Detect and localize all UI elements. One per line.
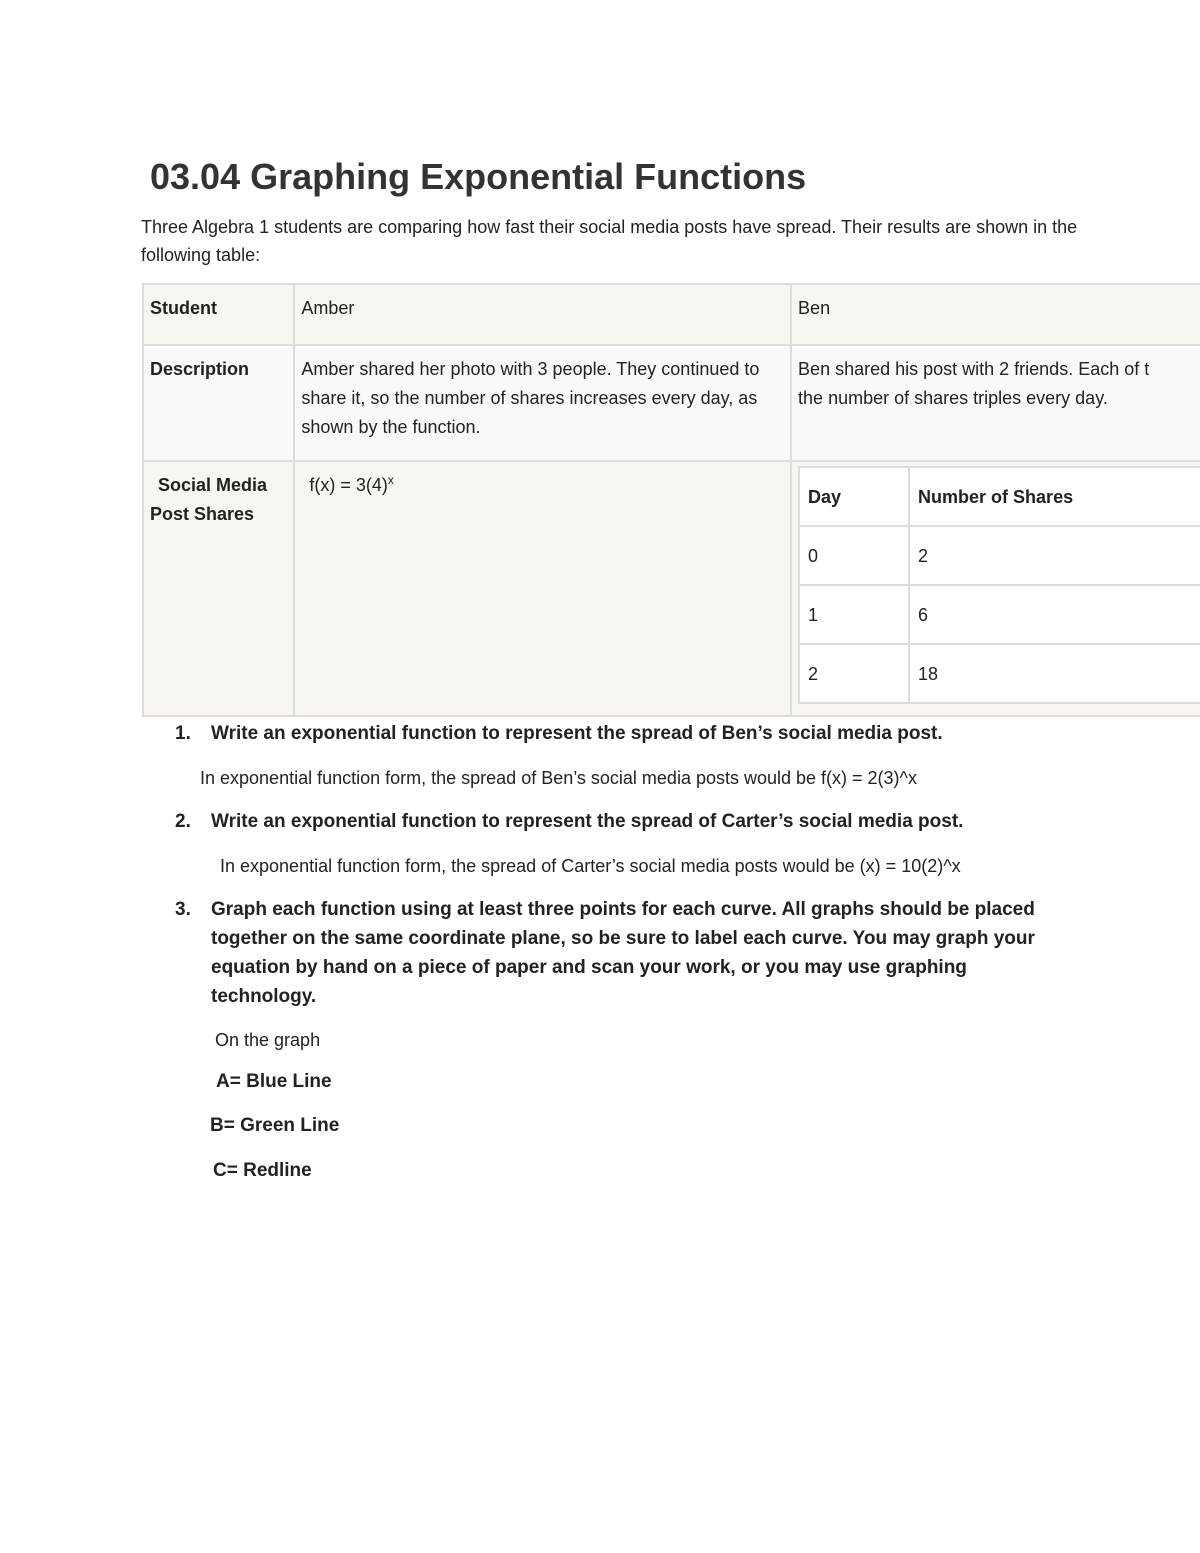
day-cell: 1 (799, 585, 909, 644)
amber-formula (301, 471, 394, 500)
question-2-number: 2. (175, 811, 191, 832)
question-1-text: Write an exponential function to represent the spread of Ben’s social media post. (211, 723, 943, 744)
day-cell: 2 (799, 644, 909, 703)
amber-formula-base: f(x) = 3(4) (309, 475, 388, 495)
question-3-number: 3. (175, 899, 191, 920)
question-2 (175, 807, 1111, 836)
day-cell: 0 (799, 526, 909, 585)
question-1-number: 1. (175, 723, 191, 744)
row-label-shares (143, 461, 294, 716)
row-label-student-text: Student (150, 298, 217, 318)
table-row (799, 644, 1200, 703)
row-label-student (143, 284, 294, 345)
row-label-shares-text: Social Media Post Shares (150, 475, 268, 524)
amber-name-cell (294, 284, 791, 345)
shares-cell: 18 (909, 644, 1200, 703)
amber-description: Amber shared her photo with 3 people. They continued to share it, so the number of shares increases every day, as shown by the function. (301, 359, 760, 437)
amber-formula-cell (294, 461, 791, 716)
legend-a: A= Blue Line (216, 1071, 332, 1092)
amber-formula-exponent: x (387, 473, 394, 487)
question-3-text: Graph each function using at least three points for each curve. All graphs should be placed together on the same coordinate plane, so be sure to label each curve. You may graph your equation by hand on a piece of paper and scan your work, or you may use graphing technology. (211, 899, 1035, 1007)
shares-cell: 2 (909, 526, 1200, 585)
ben-shares-header-count: Number of Shares (909, 467, 1200, 526)
amber-name: Amber (301, 298, 355, 318)
legend-b: B= Green Line (210, 1115, 340, 1136)
ben-description-line1: Ben shared his post with 2 friends. Each of t (798, 359, 1150, 379)
answer-2: In exponential function form, the spread of Carter’s social media posts would be (x) = 10(2)^x (220, 856, 961, 876)
ben-name: Ben (798, 298, 831, 318)
table-row-shares (143, 461, 1200, 716)
answer-1: In exponential function form, the spread of Ben’s social media posts would be f(x) = 2(3)^x (200, 768, 917, 788)
table-row (799, 526, 1200, 585)
question-1 (175, 719, 1111, 748)
page-title: 03.04 Graphing Exponential Functions (150, 156, 807, 197)
legend-c: C= Redline (213, 1160, 312, 1181)
shares-cell: 6 (909, 585, 1200, 644)
answer-3: On the graph (215, 1030, 321, 1050)
amber-description-cell (294, 345, 791, 461)
row-label-description-text: Description (150, 359, 250, 379)
ben-name-cell (791, 284, 1200, 345)
question-2-text: Write an exponential function to represent the spread of Carter’s social media post. (211, 811, 964, 832)
table-row (799, 585, 1200, 644)
ben-description-cell (791, 345, 1200, 461)
table-row-description (143, 345, 1200, 461)
ben-shares-table (798, 466, 1200, 704)
ben-shares-header-day: Day (799, 467, 909, 526)
table-row-student (143, 284, 1200, 345)
ben-shares-cell (791, 461, 1200, 716)
question-3 (175, 895, 1046, 1011)
intro-paragraph: Three Algebra 1 students are comparing how fast their social media posts have spread. Their results are shown in the following table: (141, 217, 1078, 265)
row-label-description (143, 345, 294, 461)
comparison-table (142, 283, 1200, 717)
ben-shares-header-row (799, 467, 1200, 526)
ben-description-line2: the number of shares triples every day. (798, 388, 1108, 408)
